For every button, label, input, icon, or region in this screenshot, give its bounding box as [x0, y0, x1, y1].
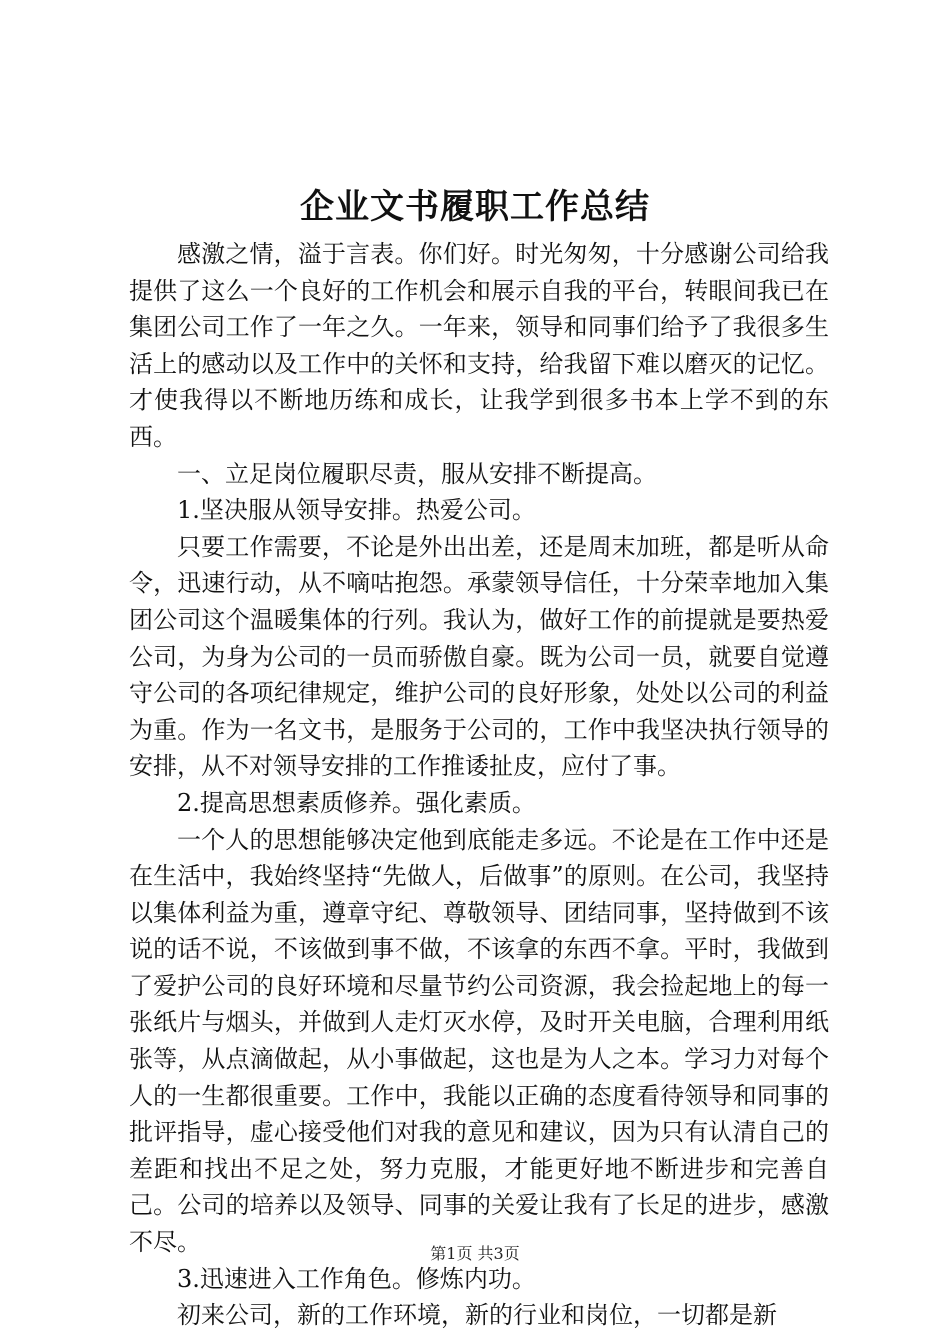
paragraph-intro: 感激之情，溢于言表。你们好。时光匆匆，十分感谢公司给我提供了这么一个良好的工作机会和展示自我的平台，转眼间我已在集团公司工作了一年之久。一年来，领导和同事们给予了我很多生活上的感动以及工作中的关怀和支持，给我留下难以磨灭的记忆。才使我得以不断地历练和成长，让我学到很多书本上学不到的东西。	[129, 240, 829, 451]
paragraph-quality: 一个人的思想能够决定他到底能走多远。不论是在工作中还是在生活中，我始终坚持“先做人，后做事”的原则。在公司，我坚持以集体利益为重，遵章守纪、尊敬领导、团结同事，坚持做到不该说的话不说，不该做到事不做，不该拿的东西不拿。平时，我做到了爱护公司的良好环境和尽量节约公司资源，我会捡起地上的每一张纸片与烟头，并做到人走灯灭水停，及时开关电脑，合理利用纸张等，从点滴做起，从小事做起，这也是为人之本。学习力对每个人的一生都很重要。工作中，我能以正确的态度看待领导和同事的批评指导，虚心接受他们对我的意见和建议，因为只有认清自己的差距和找出不足之处，努力克服，才能更好地不断进步和完善自己。公司的培养以及领导、同事的关爱让我有了长足的进步，感激不尽。	[129, 825, 829, 1257]
document-body	[129, 236, 829, 1334]
document-title: 企业文书履职工作总结	[300, 187, 650, 227]
paragraph-role: 初来公司，新的工作环境，新的行业和岗位，一切都是新	[177, 1301, 777, 1330]
subheading-1: 1.坚决服从领导安排。热爱公司。	[177, 496, 536, 525]
subheading-3: 3.迅速进入工作角色。修炼内功。	[177, 1264, 536, 1293]
page-footer: 第1页 共3页	[430, 1244, 520, 1263]
paragraph-obey: 只要工作需要，不论是外出出差，还是周末加班，都是听从命令，迅速行动，从不嘀咕抱怨。承蒙领导信任，十分荣幸地加入集团公司这个温暖集体的行列。我认为，做好工作的前提就是要热爱公司，为身为公司的一员而骄傲自豪。既为公司一员，就要自觉遵守公司的各项纪律规定，维护公司的良好形象，处处以公司的利益为重。作为一名文书，是服务于公司的，工作中我坚决执行领导的安排，从不对领导安排的工作推诿扯皮，应付了事。	[129, 532, 829, 781]
subheading-2: 2.提高思想素质修养。强化素质。	[177, 788, 536, 817]
section-heading-1: 一、立足岗位履职尽责，服从安排不断提高。	[177, 459, 657, 488]
